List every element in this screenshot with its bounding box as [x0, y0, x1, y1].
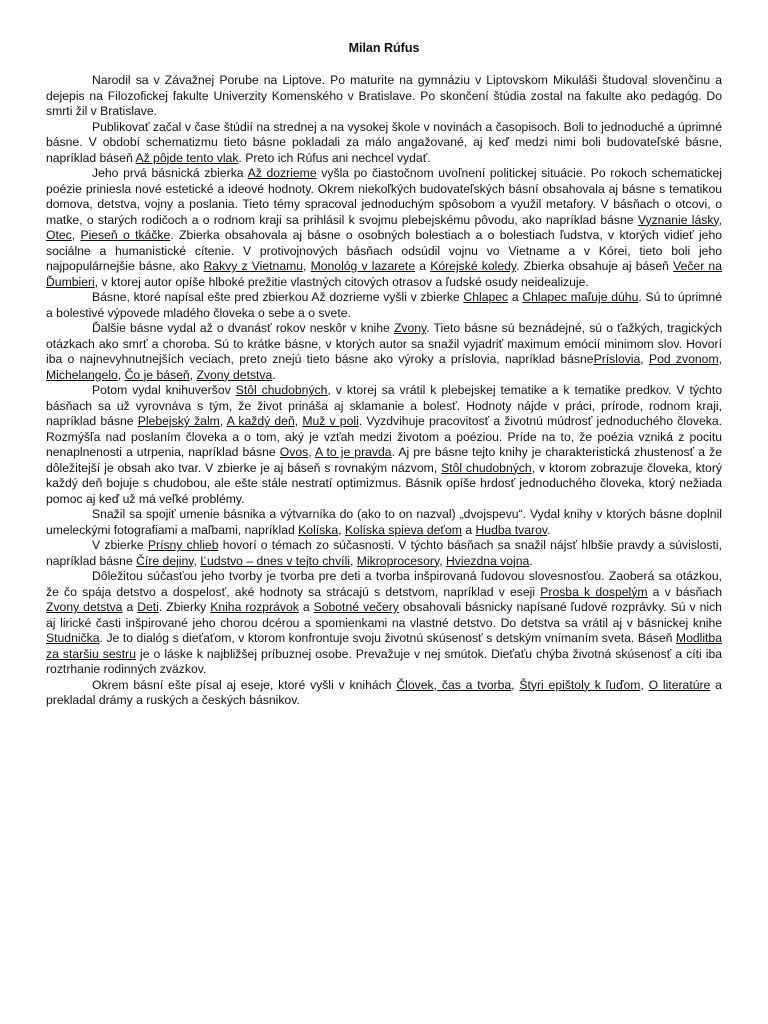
work-title-link[interactable]: Studnička [46, 631, 100, 645]
paragraph-text: Ďalšie básne vydal až o dvanásť rokov neskôr v knihe [92, 321, 394, 335]
paragraph-text: , v ktorej autor opíše hlboké prežitie vlastných citových otrasov a ľudské osudy neidealizuje. [94, 274, 589, 289]
paragraph-text: . [547, 522, 551, 537]
work-title-link[interactable]: Príslovia [593, 352, 641, 366]
paragraph-text: , [718, 352, 722, 366]
work-title-link[interactable]: Človek, čas a tvorba [396, 677, 512, 692]
work-title-link[interactable]: Otec [46, 228, 72, 242]
work-title-link[interactable]: Čo je báseň [124, 367, 190, 382]
work-title-link[interactable]: Deti [137, 600, 159, 614]
paragraph-text: a v básňach [647, 584, 723, 599]
paragraph-text: , [338, 522, 345, 537]
paragraph [46, 166, 722, 290]
paragraph-text: . [529, 553, 533, 568]
paragraph-text: obsahovali básnicky napísané ľudové rozprávky. Sú v nich aj lirické časti inšpirované jeho chorou dcérou a spomienkami na vlastné detstvo. Do detstva sa vrátil aj v básnickej knihe [46, 600, 722, 630]
paragraph-text: , [71, 228, 81, 242]
paragraph-text: , [294, 414, 303, 428]
paragraph-text: , v ktorej sa vrátil k plebejskej tematike a k tematike predkov. V týchto básňach sa už vyrovnáva s tým, že život prináša aj sklamanie a bolesť. Hodnoty nájde v práci, prírode, rodnom kraji, napríklad básne [46, 383, 722, 428]
paragraph [46, 569, 722, 678]
paragraph-text: hovorí o témach zo súčasnosti. V týchto básňach sa snažil nájsť hlbšie pravdy a súvislosti, napríklad básne [46, 538, 722, 568]
paragraph [46, 73, 722, 120]
paragraph-text: a [415, 259, 431, 273]
work-title-link[interactable]: Stôl chudobných [235, 383, 328, 397]
work-title-link[interactable]: Hviezdna vojna [445, 553, 530, 568]
paragraph-text: V zbierke [92, 538, 148, 552]
paragraph-text: . Zbierky [158, 600, 211, 614]
paragraph-text: , [303, 259, 311, 273]
paragraph-text: . Aj pre básne tejto knihy je charakteristická zhustenosť a že dôležitejší je obsah ako tvar. V zbierke je aj báseň s rovnakým názvom, [46, 445, 722, 475]
work-title-link[interactable]: Zvony detstva [196, 367, 273, 382]
paragraph-text: . [272, 367, 276, 382]
paragraph [46, 321, 722, 383]
work-title-link[interactable]: Pieseň o tkáčke [80, 228, 171, 242]
work-title-link[interactable]: Zvony detstva [46, 600, 123, 614]
work-title-link[interactable]: Kolíska spieva deťom [344, 522, 462, 537]
work-title-link[interactable]: Až pôjde tento vlak [135, 150, 239, 165]
paragraph-text: , [640, 677, 649, 692]
work-title-link[interactable]: Pod zvonom [648, 352, 719, 366]
work-title-link[interactable]: Kórejské koledy [430, 259, 517, 273]
paragraph-text: . Zbierka obsahuje aj báseň [516, 259, 674, 273]
paragraph [46, 678, 722, 709]
paragraph [46, 538, 722, 569]
work-title-link[interactable]: Rakvy z Vietnamu [203, 259, 304, 273]
paragraph [46, 290, 722, 321]
work-title-link[interactable]: Kolíska [298, 522, 339, 537]
paragraph-text: Básne, ktoré napísal ešte pred zbierkou Až dozrieme vyšli v zbierke [92, 290, 464, 304]
paragraph [46, 507, 722, 538]
paragraph-text: , [511, 677, 520, 692]
paragraph-text: Potom vydal knihuveršov [92, 383, 236, 397]
paragraph-text: a [508, 290, 523, 304]
paragraph-text: . Sú to úprimné a bolestivé výpovede mladého človeka o sebe a o svete. [46, 290, 722, 320]
paragraph-text: , [189, 367, 197, 382]
work-title-link[interactable]: Mikroprocesory [356, 553, 440, 568]
paragraph-text: a [122, 600, 138, 614]
paragraph-text: a [298, 600, 314, 614]
work-title-link[interactable]: A každý deň [226, 414, 295, 428]
paragraph-text: Dôležitou súčasťou jeho tvorby je tvorba pre deti a tvorba inšpirovaná ľudovou slovesnosťou. Zaoberá sa otázkou, že čo spája detstvo a dospelosť, aké hodnoty sa strácajú s detstvom, napríklad v eseji [46, 569, 722, 599]
work-title-link[interactable]: Michelangelo [46, 367, 118, 382]
paragraph-text: , [308, 445, 315, 459]
paragraph-text: , [439, 553, 446, 568]
work-title-link[interactable]: A to je pravda [315, 445, 392, 459]
work-title-link[interactable]: Číre dejiny [136, 553, 194, 568]
work-title-link[interactable]: Zvony [393, 321, 427, 335]
work-title-link[interactable]: Štyri epištoly k ľuďom [519, 677, 641, 692]
paragraph-text: , v ktorom zobrazuje človeka, ktorý každý deň bojuje s chudobou, ale ešte stále nestratí optimizmus. Básnik opíše hrdosť jednoduchého človeka, ktorý nežiada pomoc aj keď už má veľké problémy. [46, 460, 722, 506]
work-title-link[interactable]: Prosba k dospelým [540, 584, 648, 599]
paragraph-text: . Tieto básne sú beznádejné, sú o ťažkých, tragických otázkach ako smrť a choroba. Sú to krátke básne, v ktorých autor sa snažil vyjadriť maximum emócií minimom slov. Hovorí iba o najnevyhnutnejších veciach, preto znejú tieto básne ako výroky a príslovia, napríklad básne [46, 321, 722, 366]
paragraph-text: a prekladal drámy a ruských a českých básnikov. [46, 677, 722, 707]
document-page [46, 40, 722, 709]
paragraph-text: je o láske k najbližšej príbuznej osobe. Prevažuje v nej smútok. Dieťaťu chýba životná skúsenosť a cíti iba roztrhanie rodinných zväzkov. [46, 646, 722, 676]
work-title-link[interactable]: Prísny chlieb [147, 538, 219, 552]
paragraph-text: , [640, 352, 649, 366]
paragraph-text: . Je to dialóg s dieťaťom, v ktorom konfrontuje svoju životnú skúsenosť s detským vnímaním sveta. Báseň [99, 631, 676, 645]
paragraph-text: . Zbierka obsahovala aj básne o osobných bolestiach a o bolestiach ľudstva, v ktorých vidieť jeho sociálne a humanistické cítenie. V protivojnových básňach odsúdil vojnu vo Vietname a v Kórei, tieto boli jeho najpopulárnejšie básne, ako [46, 228, 722, 273]
paragraph [46, 383, 722, 507]
work-title-link[interactable]: Až dozrieme [247, 166, 317, 180]
paragraph-text: Publikovať začal v čase štúdií na strednej a na vysokej škole v novinách a časopisoch. Boli to jednoduché a úprimné básne. V období schematizmu tieto básne pokladali za málo angažované, aj keď medzi nimi boli budovateľské básne, napríklad báseň [46, 119, 722, 165]
work-title-link[interactable]: Ľudstvo – dnes v tejto chvíli [200, 553, 350, 568]
paragraph-text: , [117, 367, 125, 382]
work-title-link[interactable]: Muž v poli [302, 414, 359, 428]
paragraph-text: , [350, 553, 357, 568]
paragraph-text: Narodil sa v Závažnej Porube na Liptove. Po maturite na gymnáziu v Liptovskom Mikuláši študoval slovenčinu a dejepis na Filozofickej fakulte Univerzity Komenského v Bratislave. Po skončení štúdia zostal na fakulte ako pedagóg. Do smrti žil v Bratislave. [46, 73, 722, 118]
work-title-link[interactable]: Vyznanie lásky [637, 212, 719, 227]
work-title-link[interactable]: Hudba tvarov [475, 522, 548, 537]
body-text [46, 73, 722, 709]
work-title-link[interactable]: Monológ v lazarete [310, 259, 416, 273]
work-title-link[interactable]: Ovos [279, 445, 309, 459]
work-title-link[interactable]: Večer na Ďumbieri [46, 259, 722, 289]
paragraph-text: Snažil sa spojiť umenie básnika a výtvarníka do (ako to on nazval) „dvojspevu“. Vydal knihy v ktorých básne doplnil umeleckými fotografiami a maľbami, napríklad [46, 507, 722, 537]
work-title-link[interactable]: Plebejský žalm [137, 414, 220, 428]
paragraph-text: , [219, 414, 227, 428]
work-title-link[interactable]: Stôl chudobných [441, 460, 532, 475]
work-title-link[interactable]: Chlapec [463, 290, 509, 304]
paragraph-text: . Vyzdvihuje pracovitosť a životnú múdrosť jednoduchého človeka. Rozmýšľa nad poslaním človeka a o tom, aký je vzťah medzi životom a poéziou. Príde na to, že poézia vzniká z pocitu nenaplnenosti a utrpenia, napríklad básne [46, 414, 722, 459]
paragraph-text: , [193, 553, 201, 568]
paragraph [46, 120, 722, 167]
work-title-link[interactable]: Chlapec maľuje dúhu [522, 290, 639, 304]
work-title-link[interactable]: O literatúre [648, 677, 711, 692]
work-title-link[interactable]: Kniha rozprávok [210, 600, 299, 614]
paragraph-text: Okrem básní ešte písal aj eseje, ktoré vyšli v knihách [92, 677, 397, 692]
work-title-link[interactable]: Modlitba za staršiu sestru [46, 631, 722, 661]
paragraph-text: Jeho prvá básnická zbierka [92, 166, 248, 180]
paragraph-text: vyšla po čiastočnom uvoľnení politickej situácie. Po rokoch schematickej poézie priniesla nové estetické a ideové hodnoty. Okrem niekoľkých budovateľských básní obsahovala aj básne s tematikou domova, detstva, vojny a poslania. Tieto témy spracoval jednoduchým spôsobom a využil metafory. V básňach o otcovi, o matke, o starých rodičoch a o rodnom kraji sa prihlásil k svojmu plebejskému pôvodu, ako napríklad básne [46, 166, 722, 227]
paragraph-text: a [461, 522, 476, 537]
work-title-link[interactable]: Sobotné večery [313, 600, 399, 614]
page-title: Milan Rúfus [348, 41, 420, 55]
paragraph-text: . Preto ich Rúfus ani nechcel vydať. [238, 150, 431, 165]
paragraph-text: , [718, 212, 722, 227]
